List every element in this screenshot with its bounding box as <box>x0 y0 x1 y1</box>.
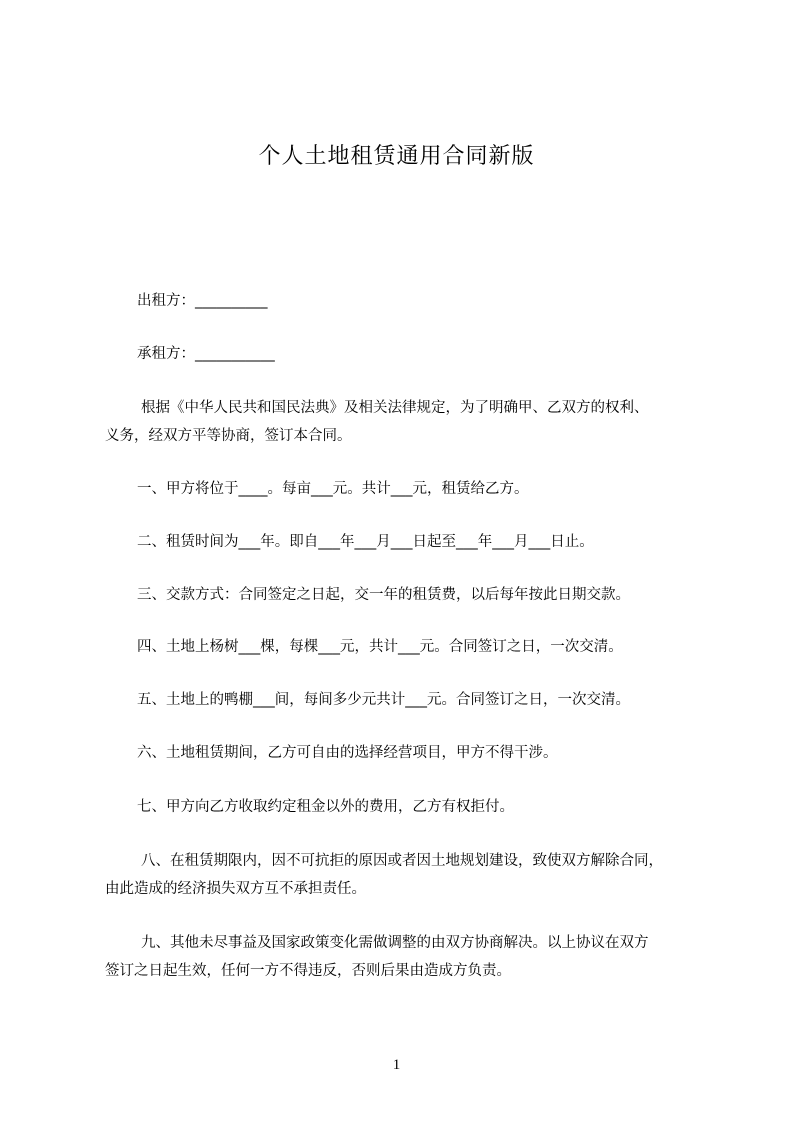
clause-7: 七、甲方向乙方收取约定租金以外的费用，乙方有权拒付。 <box>137 799 514 815</box>
lessee-line: 承租方：___________ <box>137 346 275 362</box>
intro-line-1: 根据《中华人民共和国民法典》及相关法律规定，为了明确甲、乙双方的权利、 <box>141 400 649 416</box>
clause-2: 二、租赁时间为___年。即自___年___月___日起至___年___月___日止。 <box>137 534 594 550</box>
clause-6: 六、土地租赁期间，乙方可自由的选择经营项目，甲方不得干涉。 <box>137 745 558 761</box>
clause-5: 五、土地上的鸭棚___间，每间多少元共计___元。合同签订之日，一次交清。 <box>137 692 630 708</box>
clause-9-line-2: 签订之日起生效，任何一方不得违反，否则后果由造成方负责。 <box>105 963 511 979</box>
clause-1: 一、甲方将位于____。每亩___元。共计___元，租赁给乙方。 <box>137 481 529 497</box>
clause-8-line-2: 由此造成的经济损失双方互不承担责任。 <box>105 881 366 897</box>
intro-line-2: 义务，经双方平等协商，签订本合同。 <box>105 428 352 444</box>
page-number: 1 <box>392 1057 401 1073</box>
clause-8-line-1: 八、在租赁期限内，因不可抗拒的原因或者因土地规划建设，致使双方解除合同， <box>141 853 663 869</box>
page-title: 个人土地租赁通用合同新版 <box>258 144 535 169</box>
clause-3: 三、交款方式：合同签定之日起，交一年的租赁费，以后每年按此日期交款。 <box>137 587 630 603</box>
clause-4: 四、土地上杨树___棵，每棵___元，共计___元。合同签订之日，一次交清。 <box>137 639 623 655</box>
clause-9-line-1: 九、其他未尽事益及国家政策变化需做调整的由双方协商解决。以上协议在双方 <box>141 935 649 951</box>
lessor-line: 出租方：__________ <box>137 293 268 309</box>
